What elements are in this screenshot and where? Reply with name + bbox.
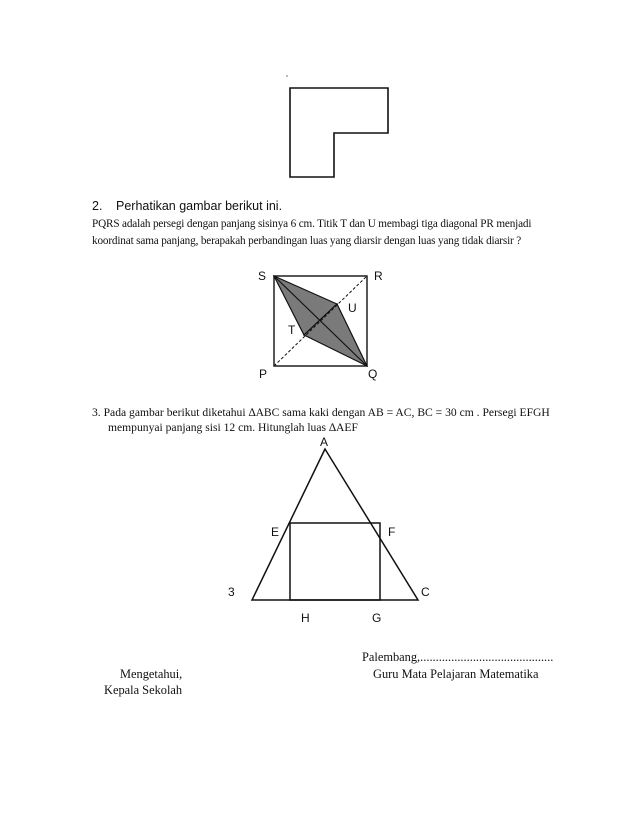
stray-dot [286,75,287,76]
square-pqrs-figure [250,262,390,382]
question2-number: 2. [92,199,103,213]
signature-right-role: Guru Mata Pelajaran Matematika [373,667,539,681]
question2-line2: koordinat sama panjang, berapakah perbandingan luas yang diarsir dengan luas yang tidak diarsir ? [92,235,522,247]
signature-left-title: Mengetahui, [120,667,183,681]
label-E: E [271,525,280,539]
label-P: P [259,367,268,381]
question2-heading [92,199,282,213]
label-H: H [301,611,310,625]
triangle-abc-figure [225,432,440,632]
l-shape-figure [270,60,400,185]
signature-place-date: Palembang,........................................... [362,650,554,664]
label-A: A [320,435,329,449]
l-shape-outline [290,88,388,177]
question3-line1: 3. Pada gambar berikut diketahui ∆ABC sama kaki dengan AB = AC, BC = 30 cm . Persegi EFGH [92,406,550,419]
question2-heading-text: Perhatikan gambar berikut ini. [116,199,283,213]
signature-left-role: Kepala Sekolah [104,683,183,697]
label-T: T [288,323,296,337]
label-S: S [258,269,267,283]
label-C: C [421,585,430,599]
square-efgh-outline [290,523,380,600]
question3-line2: mempunyai panjang sisi 12 cm. Hitunglah luas ∆AEF [108,421,358,434]
label-B: 3 [228,585,235,599]
question2-line1: PQRS adalah persegi dengan panjang sisinya 6 cm. Titik T dan U membagi tiga diagonal PR menjadi [92,218,532,230]
label-Q: Q [368,367,378,381]
label-U: U [348,301,357,315]
label-G: G [372,611,382,625]
label-F: F [388,525,396,539]
label-R: R [374,269,383,283]
